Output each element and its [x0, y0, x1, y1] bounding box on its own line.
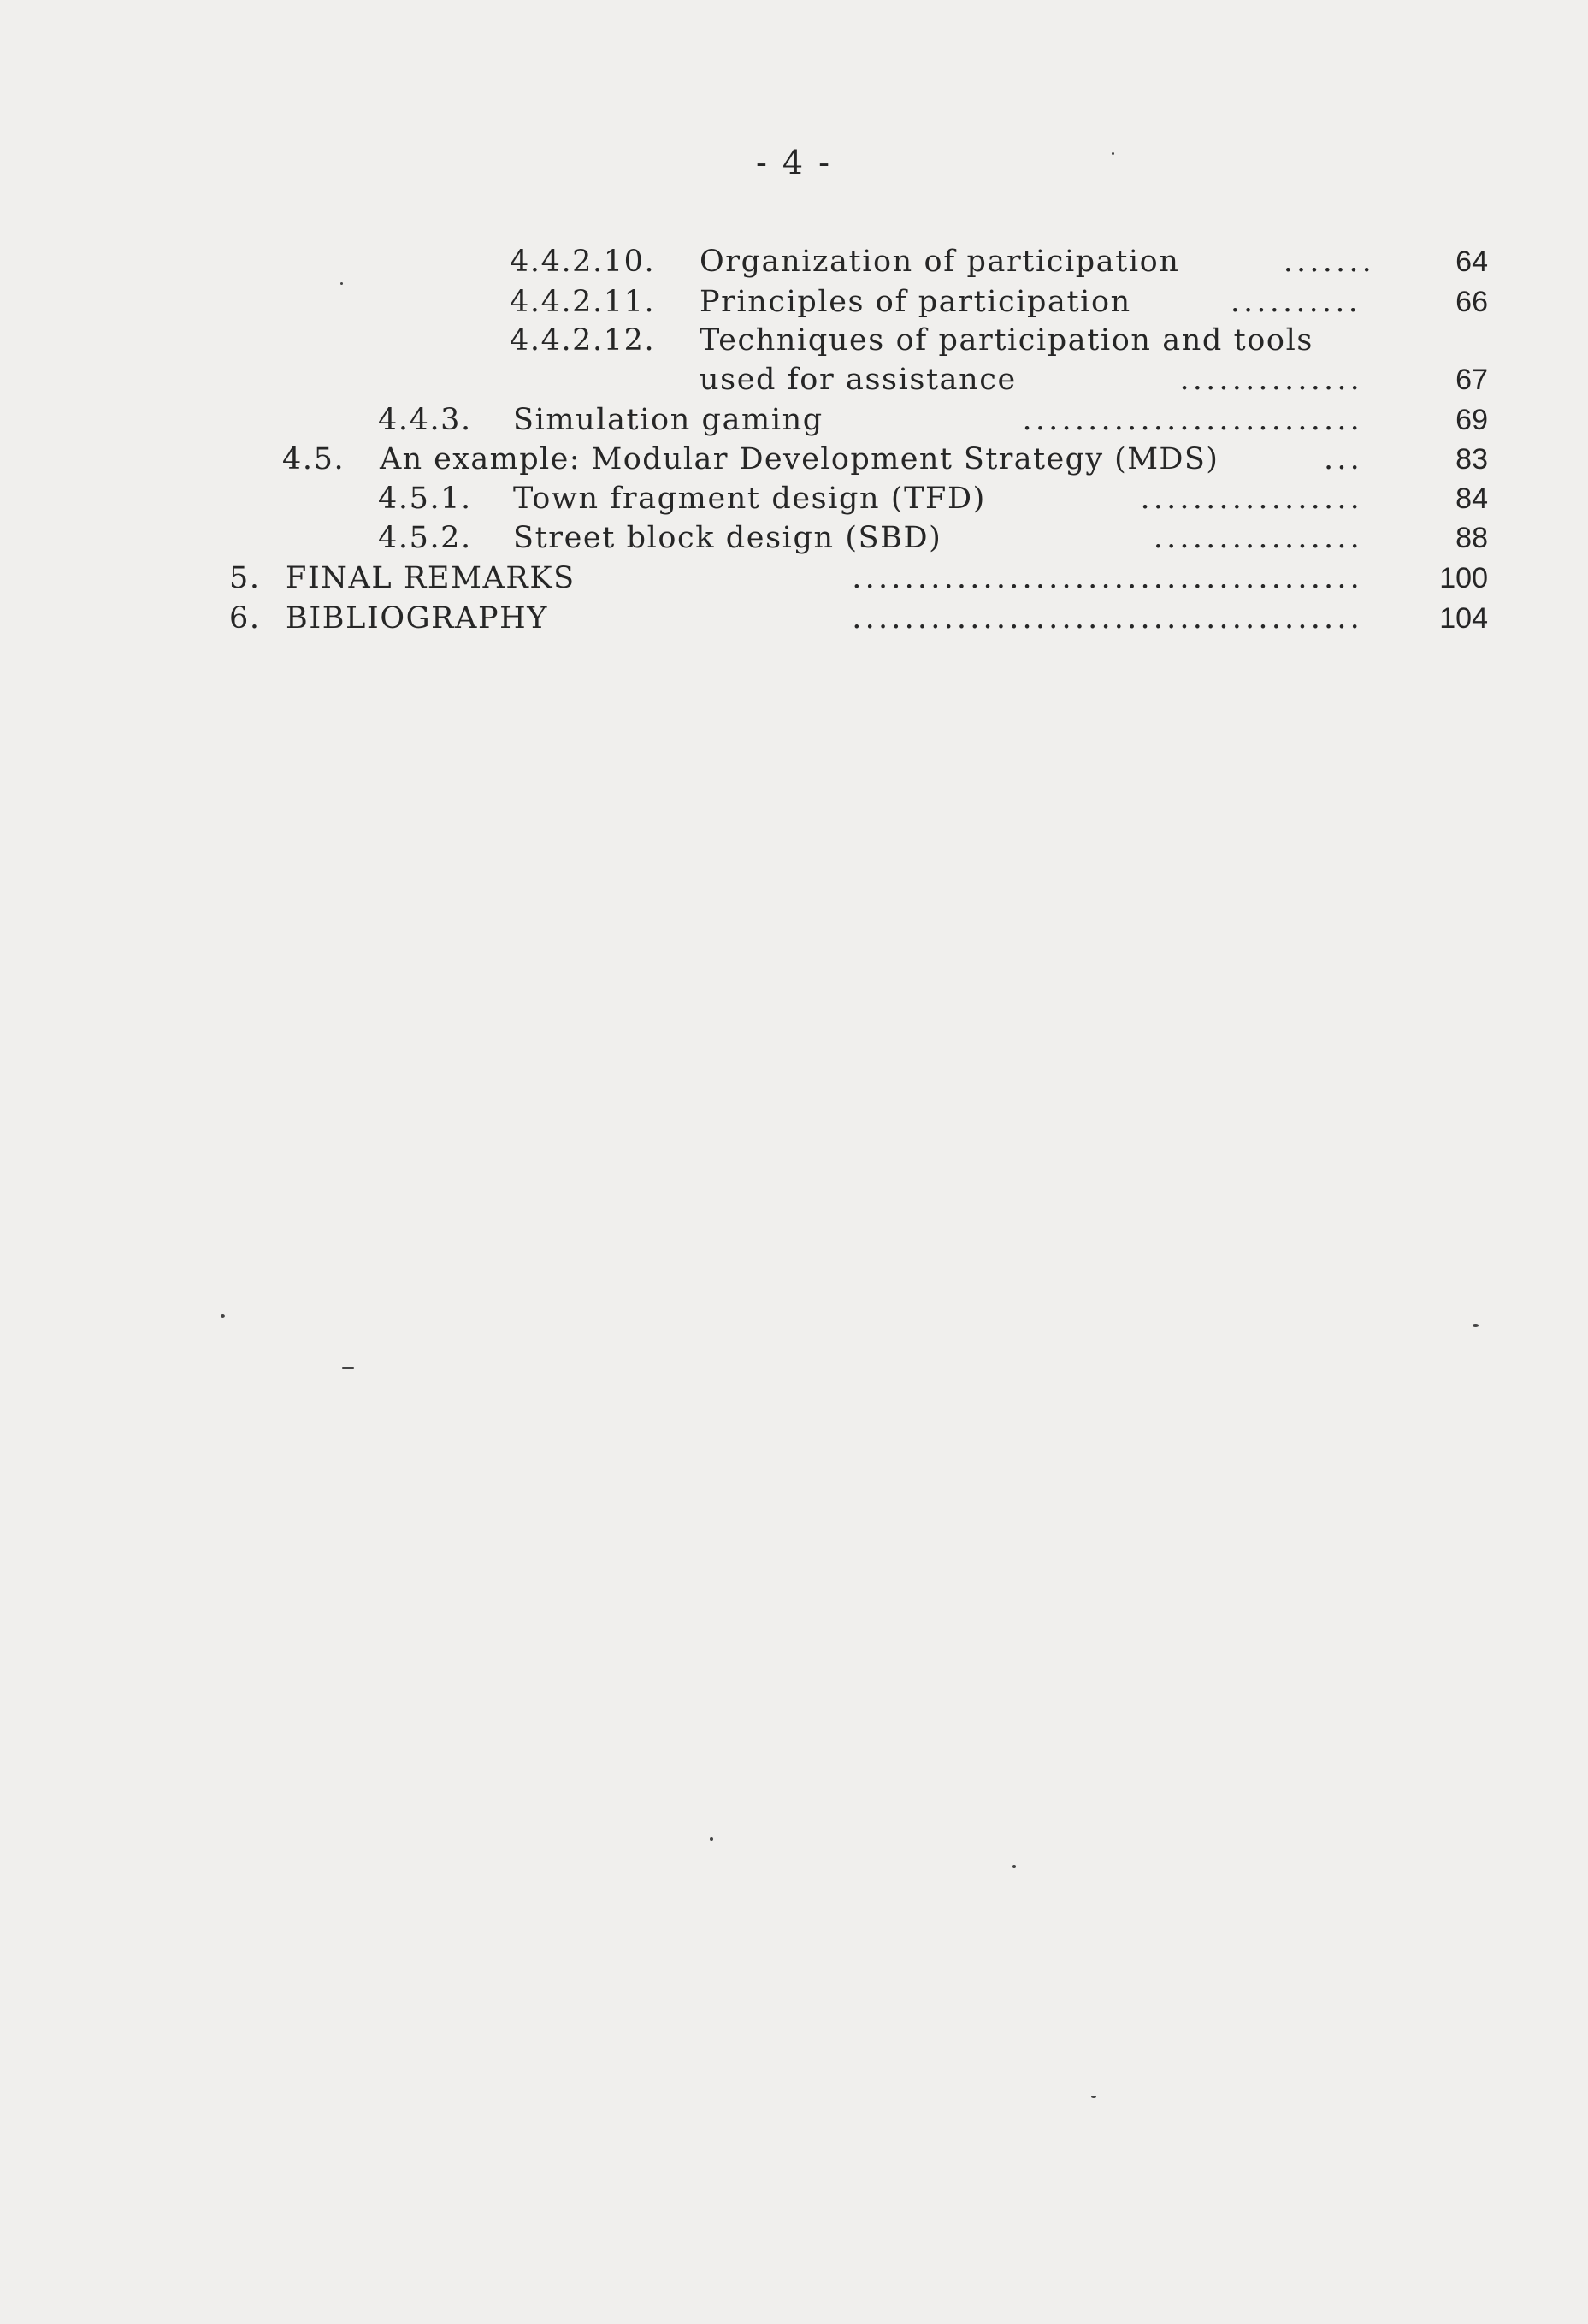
toc-leader-dots: ..........	[1230, 285, 1361, 319]
scan-speck	[1473, 1324, 1479, 1327]
page-number: - 4 -	[755, 144, 832, 181]
toc-entry	[0, 321, 1488, 360]
scan-speck	[221, 1314, 225, 1318]
toc-entry-number: 4.4.2.11.	[510, 285, 656, 319]
toc-entry	[0, 400, 1488, 440]
scan-speck	[342, 1367, 354, 1369]
scan-speck	[1012, 1865, 1016, 1868]
toc-entry-title: BIBLIOGRAPHY	[286, 601, 548, 636]
toc-entry	[0, 440, 1488, 479]
toc-leader-dots: ..............	[1179, 363, 1363, 397]
toc-entry-number: 4.5.	[282, 442, 345, 476]
toc-entry-title: used for assistance	[700, 363, 1017, 397]
toc-entry	[0, 360, 1488, 399]
toc-leader-dots: .......	[1283, 245, 1375, 279]
toc-entry	[0, 479, 1488, 518]
toc-entry-number: 4.5.1.	[378, 482, 472, 516]
scan-speck	[340, 282, 343, 285]
toc-leader-dots: ..........................	[1022, 403, 1363, 437]
toc-entry-title: Street block design (SBD)	[513, 521, 942, 555]
scan-speck	[710, 1837, 713, 1841]
toc-entry-page: 66	[1455, 286, 1488, 318]
toc-entry	[0, 599, 1488, 638]
toc-entry-page: 64	[1455, 245, 1488, 278]
toc-leader-dots: .................	[1140, 482, 1363, 516]
toc-entry-page: 67	[1455, 364, 1488, 396]
toc-entry-number: 4.5.2.	[378, 521, 472, 555]
toc-entry-page: 88	[1455, 522, 1488, 554]
toc-entry-title: An example: Modular Development Strategy (MDS)	[380, 442, 1219, 476]
toc-leader-dots: ................	[1153, 521, 1363, 555]
toc-entry-number: 4.4.3.	[378, 403, 472, 437]
toc-entry-page: 83	[1455, 443, 1488, 476]
scan-speck	[1091, 2096, 1096, 2098]
toc-entry-page: 84	[1455, 482, 1488, 515]
toc-entry-page: 100	[1439, 562, 1488, 594]
toc-entry	[0, 518, 1488, 558]
toc-entry-title: Principles of participation	[700, 285, 1131, 319]
toc-entry-title: Simulation gaming	[513, 403, 824, 437]
toc-entry-number: 4.4.2.10.	[510, 245, 656, 279]
toc-entry-title: Organization of participation	[700, 245, 1180, 279]
toc-entry-number: 6.	[229, 601, 261, 636]
toc-entry-title: FINAL REMARKS	[286, 561, 576, 595]
toc-entry-page: 104	[1439, 602, 1488, 635]
toc-entry-number: 5.	[229, 561, 261, 595]
toc-leader-dots: .......................................	[852, 561, 1363, 595]
toc-leader-dots: ...	[1324, 442, 1363, 476]
toc-entry-number: 4.4.2.12.	[510, 323, 656, 358]
scan-speck	[1112, 152, 1114, 155]
toc-entry	[0, 242, 1488, 281]
toc-leader-dots: .......................................	[852, 601, 1363, 636]
toc-entry	[0, 559, 1488, 598]
toc-entry-title: Techniques of participation and tools	[700, 323, 1313, 358]
toc-entry-title: Town fragment design (TFD)	[513, 482, 986, 516]
toc-entry-page: 69	[1455, 404, 1488, 436]
toc-entry	[0, 282, 1488, 322]
